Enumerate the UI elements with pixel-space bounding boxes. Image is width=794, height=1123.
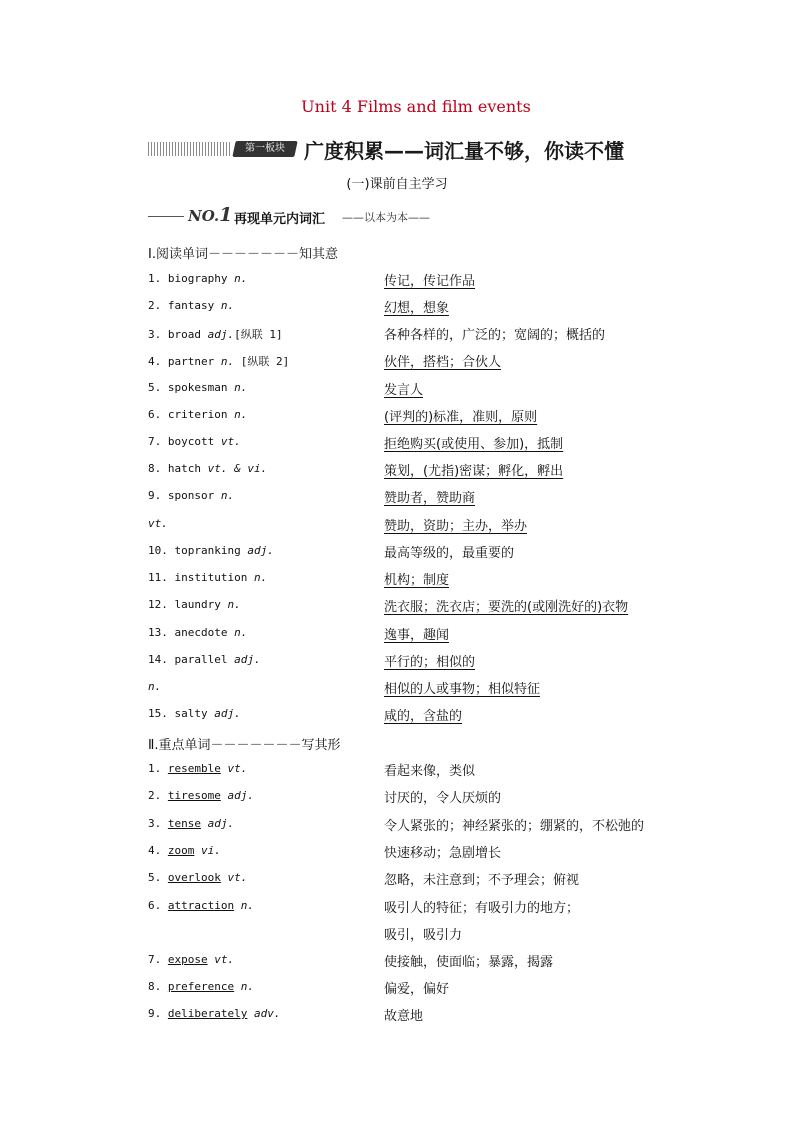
cross-reference: [纵联 1] — [234, 328, 283, 341]
part-of-speech: vt. — [220, 435, 241, 448]
key-word-row — [148, 978, 708, 998]
vocab-word: 5. spokesman — [148, 381, 235, 394]
vocab-meaning: 平行的；相似的 — [384, 655, 476, 670]
banner-hatch-decoration — [148, 142, 232, 156]
no-bar-label: 再现单元内词汇 — [234, 212, 326, 227]
vocab-meaning: 幻想，想象 — [384, 301, 450, 316]
vocab-english — [148, 707, 241, 720]
key-word: overlook — [167, 871, 221, 884]
section1-title: Ⅰ.阅读单词－－－－－－－知其意 — [148, 247, 338, 262]
part-of-speech: vt. — [220, 871, 248, 884]
key-word-row — [148, 951, 708, 971]
vocab-english — [148, 517, 168, 530]
item-number: 3. — [148, 817, 168, 830]
vocab-meaning: 发言人 — [384, 383, 424, 398]
vocab-row — [148, 569, 708, 589]
vocab-meaning: 各种各样的，广泛的；宽阔的；概括的 — [384, 328, 606, 343]
part-of-speech: adj. — [247, 544, 274, 557]
vocab-english — [148, 381, 247, 394]
vocab-english — [148, 680, 161, 693]
vocab-word: 9. sponsor — [148, 489, 221, 502]
vocab-row — [148, 542, 708, 562]
vocab-word: 1. biography — [148, 272, 235, 285]
key-word-row — [148, 869, 708, 889]
key-word: deliberately — [167, 1007, 248, 1020]
part-of-speech: n. — [234, 626, 248, 639]
banner-tag: 第一板块 — [232, 141, 297, 157]
vocab-english — [148, 408, 247, 421]
vocab-meaning: 赞助者，赞助商 — [384, 491, 476, 506]
vocab-word: 4. partner — [148, 355, 221, 368]
key-word-english — [148, 953, 234, 966]
key-word-row — [148, 842, 708, 862]
part-of-speech: vt. — [148, 517, 168, 530]
vocab-row — [148, 678, 708, 698]
item-number: 9. — [148, 1007, 168, 1020]
part-of-speech: vi. — [194, 844, 221, 857]
key-word-english — [148, 899, 254, 912]
vocab-meaning: 策划，(尤指)密谋；孵化，孵出 — [384, 464, 564, 479]
part-of-speech: n. — [220, 489, 235, 502]
key-word-meaning: 忽略，未注意到；不予理会；俯视 — [384, 873, 580, 888]
vocab-meaning: 相似的人或事物；相似特征 — [384, 682, 541, 697]
vocab-row — [148, 297, 708, 317]
key-word-row — [148, 760, 708, 780]
key-word-row — [148, 787, 708, 807]
vocab-row — [148, 487, 708, 507]
no-bar — [148, 204, 468, 228]
part-of-speech: n. — [234, 980, 254, 993]
page-title: Unit 4 Films and film events — [301, 97, 531, 116]
item-number: 8. — [148, 980, 168, 993]
part-of-speech: n. — [234, 408, 248, 421]
vocab-row — [148, 433, 708, 453]
item-number: 7. — [148, 953, 168, 966]
no-bar-note: ——以本为本—— — [342, 211, 430, 224]
no-label: NO.1 — [188, 204, 233, 226]
vocab-word: 6. criterion — [148, 408, 235, 421]
vocab-meaning: 传记，传记作品 — [384, 274, 476, 289]
vocab-row — [148, 406, 708, 426]
vocab-meaning: 逸事，趣闻 — [384, 628, 450, 643]
key-word: attraction — [167, 899, 235, 912]
vocab-english — [148, 489, 234, 502]
vocab-english — [148, 326, 283, 342]
vocab-word: 14. parallel — [148, 653, 235, 666]
key-word-english — [148, 871, 247, 884]
item-number: 4. — [148, 844, 168, 857]
part-of-speech: adj. — [234, 653, 261, 666]
vocab-english — [148, 353, 289, 369]
part-of-speech: adj. — [214, 707, 241, 720]
subheading: (一)课前自主学习 — [346, 177, 448, 192]
part-of-speech: n. — [253, 571, 268, 584]
key-word-meaning: 令人紧张的；神经紧张的；绷紧的，不松弛的 — [384, 819, 645, 834]
section-banner — [148, 134, 624, 164]
key-word: tense — [167, 817, 201, 830]
vocab-meaning: 咸的，含盐的 — [384, 709, 463, 724]
vocab-meaning: 伙伴，搭档；合伙人 — [384, 355, 502, 370]
vocab-row — [148, 596, 708, 616]
vocab-meaning: (评判的)标准，准则，原则 — [384, 410, 538, 425]
vocab-word: 11. institution — [148, 571, 254, 584]
part-of-speech: adj. — [220, 789, 254, 802]
key-word-row — [148, 897, 708, 917]
vocab-word: 12. laundry — [148, 598, 228, 611]
part-of-speech: n. — [227, 598, 241, 611]
vocab-meaning: 机构；制度 — [384, 573, 450, 588]
key-word: tiresome — [167, 789, 221, 802]
vocab-english — [148, 598, 241, 611]
part-of-speech: n. — [148, 680, 162, 693]
key-word-meaning: 快速移动；急剧增长 — [384, 846, 502, 861]
part-of-speech: vt. — [207, 953, 235, 966]
part-of-speech: vt. & vi. — [207, 462, 268, 475]
key-word-meaning: 吸引，吸引力 — [384, 928, 463, 943]
key-word-row — [148, 815, 708, 835]
part-of-speech: vt. — [220, 762, 248, 775]
item-number: 1. — [148, 762, 168, 775]
vocab-english — [148, 544, 274, 557]
key-word-english — [148, 844, 221, 857]
key-word-meaning: 吸引人的特征；有吸引力的地方； — [384, 901, 580, 916]
vocab-meaning: 洗衣服；洗衣店；要洗的(或刚洗好的)衣物 — [384, 600, 629, 615]
key-word: zoom — [167, 844, 195, 857]
key-word-meaning: 使接触，使面临；暴露，揭露 — [384, 955, 554, 970]
vocab-english — [148, 299, 234, 312]
part-of-speech: n. — [220, 355, 235, 368]
vocab-english — [148, 653, 261, 666]
key-word-english — [148, 762, 247, 775]
key-word: expose — [167, 953, 208, 966]
part-of-speech: n. — [220, 299, 235, 312]
vocab-word: 7. boycott — [148, 435, 221, 448]
vocab-word: 8. hatch — [148, 462, 208, 475]
item-number: 5. — [148, 871, 168, 884]
vocab-row — [148, 460, 708, 480]
vocab-word: 3. broad — [148, 328, 208, 341]
cross-reference: [纵联 2] — [234, 355, 290, 368]
banner-heading: 广度积累——词汇量不够，你读不懂 — [304, 139, 624, 163]
vocab-row — [148, 515, 708, 535]
key-word-english — [148, 817, 234, 830]
key-word: resemble — [167, 762, 221, 775]
vocab-word: 10. topranking — [148, 544, 248, 557]
key-word-meaning: 故意地 — [384, 1009, 424, 1024]
vocab-row — [148, 651, 708, 671]
item-number: 6. — [148, 899, 168, 912]
vocab-english — [148, 435, 241, 448]
part-of-speech: adv. — [247, 1007, 281, 1020]
vocab-row — [148, 324, 708, 344]
key-word: preference — [167, 980, 235, 993]
key-word-row — [148, 1005, 708, 1025]
vocab-row — [148, 351, 708, 371]
vocab-word: 2. fantasy — [148, 299, 221, 312]
no-bar-left-line — [148, 216, 184, 217]
part-of-speech: n. — [234, 272, 248, 285]
part-of-speech: adj. — [207, 328, 235, 341]
key-word-english — [148, 980, 254, 993]
vocab-meaning: 拒绝购买(或使用、参加)，抵制 — [384, 437, 564, 452]
vocab-row — [148, 624, 708, 644]
vocab-row — [148, 705, 708, 725]
vocab-english — [148, 462, 267, 475]
vocab-meaning: 最高等级的，最重要的 — [384, 546, 515, 561]
key-word-meaning: 看起来像，类似 — [384, 764, 476, 779]
vocab-row — [148, 270, 708, 290]
vocab-word: 15. salty — [148, 707, 215, 720]
part-of-speech: adj. — [201, 817, 235, 830]
vocab-english — [148, 626, 247, 639]
key-word-english — [148, 789, 254, 802]
key-word-row — [148, 924, 708, 944]
vocab-row — [148, 379, 708, 399]
vocab-meaning: 赞助，资助；主办，举办 — [384, 519, 528, 534]
key-word-meaning: 偏爱，偏好 — [384, 982, 450, 997]
item-number: 2. — [148, 789, 168, 802]
part-of-speech: n. — [234, 381, 248, 394]
key-word-meaning: 讨厌的，令人厌烦的 — [384, 791, 502, 806]
vocab-word: 13. anecdote — [148, 626, 235, 639]
vocab-english — [148, 272, 247, 285]
section2-title: Ⅱ.重点单词－－－－－－－写其形 — [148, 738, 341, 753]
key-word-english — [148, 1007, 280, 1020]
vocab-english — [148, 571, 267, 584]
part-of-speech: n. — [234, 899, 254, 912]
